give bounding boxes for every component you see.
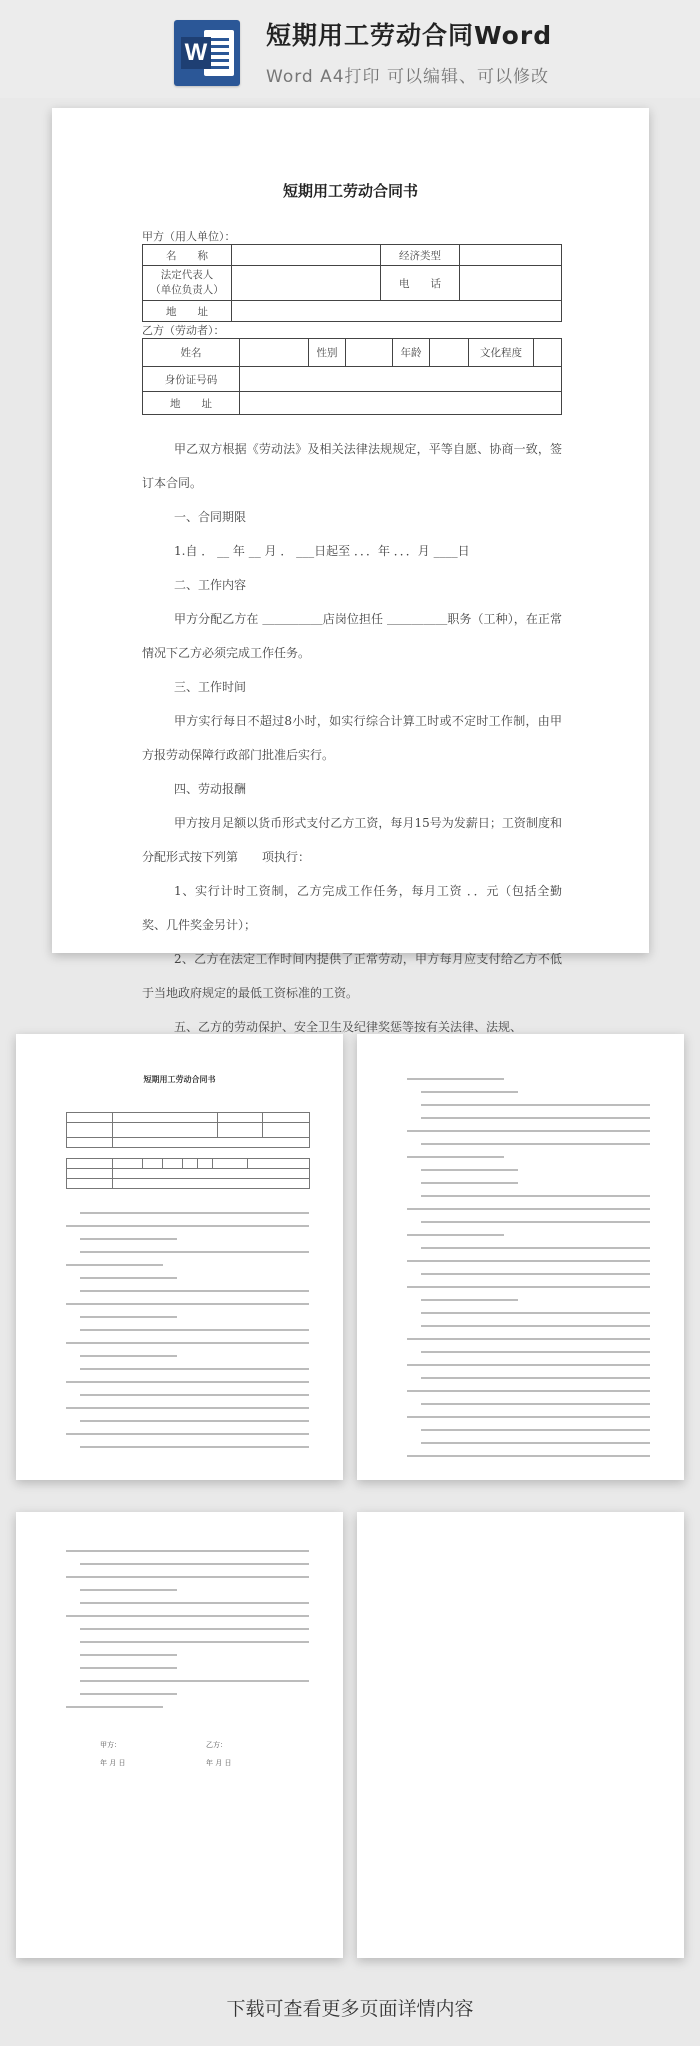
paragraph: 五、乙方的劳动保护、安全卫生及纪律奖惩等按有关法律、法规、 — [174, 1020, 523, 1034]
field-person-name: 姓名 — [143, 339, 240, 367]
page-thumbnail-3[interactable] — [16, 1512, 343, 1958]
page-thumbnail-1[interactable] — [16, 1034, 343, 1480]
paragraph: 1.自 ． __ 年 __ 月 ． ___日起至 ．．．年 ．．．月 ____日 — [174, 544, 470, 558]
field-id-number: 身份证号码 — [143, 367, 240, 392]
section-heading: 四、劳动报酬 — [174, 782, 247, 796]
thumbnail-sign-b: 乙方： — [206, 1741, 227, 1749]
field-gender: 性别 — [309, 339, 346, 367]
section-heading: 一、合同期限 — [174, 510, 247, 524]
paragraph: 甲乙双方根据《劳动法》及相关法律法规规定，平等自愿、协商一致，签订本合同。 — [142, 442, 562, 490]
more-pages-hint: 下载可查看更多页面详情内容 — [226, 1998, 474, 2020]
document-preview-page — [52, 108, 649, 1034]
field-name: 名 称 — [143, 245, 232, 266]
document-title: 短期用工劳动合同书 — [282, 182, 418, 200]
party-a-table — [142, 244, 562, 322]
field-phone: 电 话 — [381, 266, 460, 301]
thumbnail-date-b: 年 月 日 — [206, 1759, 232, 1767]
thumbnail-sign-a: 甲方： — [100, 1741, 121, 1749]
party-a-label: 甲方（用人单位）： — [142, 230, 236, 243]
field-legal-rep: 法定代表人 （单位负责人） — [143, 266, 232, 301]
page-thumbnail-2[interactable] — [357, 1034, 684, 1480]
party-b-table — [142, 338, 562, 415]
thumbnail-form-tables — [66, 1104, 310, 1189]
field-economic-type: 经济类型 — [381, 245, 460, 266]
section-heading: 二、工作内容 — [174, 578, 247, 592]
banner-title: 短期用工劳动合同Word — [266, 21, 553, 50]
paragraph: 2、乙方在法定工作时间内提供了正常劳动，甲方每月应支付给乙方不低于当地政府规定的最低工资标准的工资。 — [142, 952, 562, 1000]
banner-subtitle: Word A4打印 可以编辑、可以修改 — [266, 67, 549, 87]
party-b-label: 乙方（劳动者）： — [142, 324, 225, 337]
field-education: 文化程度 — [469, 339, 534, 367]
word-logo-letter: W — [181, 37, 211, 69]
field-address: 地 址 — [143, 301, 232, 322]
paragraph: 甲方实行每日不超过8小时，如实行综合计算工时或不定时工作制，由甲方报劳动保障行政部门批准后实行。 — [142, 714, 562, 762]
paragraph: 1、实行计时工资制，乙方完成工作任务，每月工资 ．．元（包括全勤奖、几件奖金另计）； — [142, 884, 562, 932]
thumbnail-title: 短期用工劳动合同书 — [143, 1074, 216, 1084]
thumbnail-date-a: 年 月 日 — [100, 1759, 126, 1767]
field-person-address: 地 址 — [143, 392, 240, 415]
field-age: 年龄 — [393, 339, 430, 367]
header-banner — [0, 0, 700, 98]
paragraph: 甲方按月足额以货币形式支付乙方工资，每月15号为发薪日；工资制度和分配形式按下列第 项执行： — [142, 816, 562, 864]
page-thumbnail-4[interactable] — [357, 1512, 684, 1958]
section-heading: 三、工作时间 — [174, 680, 247, 694]
paragraph: 甲方分配乙方在 ＿＿＿＿＿店岗位担任 ＿＿＿＿＿职务（工种），在正常情况下乙方必须完成工作任务。 — [142, 612, 562, 660]
word-icon — [174, 20, 240, 86]
contract-body — [142, 432, 562, 1044]
